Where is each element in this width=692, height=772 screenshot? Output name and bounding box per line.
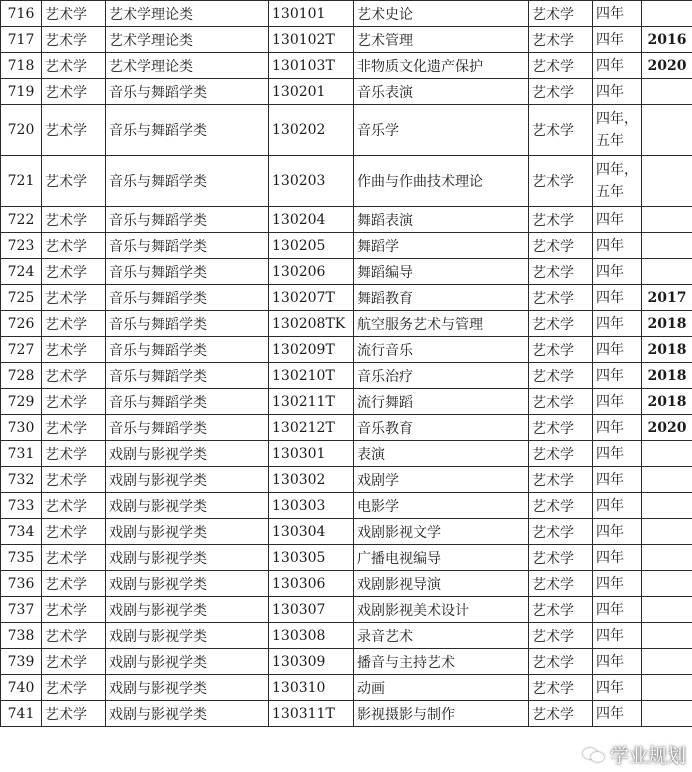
major-code-cell: 130208TK [269,311,354,337]
row-number: 740 [1,675,42,701]
row-number: 733 [1,493,42,519]
duration-line: 四年 [596,367,624,384]
category-cell: 音乐与舞蹈学类 [106,311,269,337]
duration-line: 四年 [596,393,624,410]
discipline-cell: 艺术学 [42,415,106,441]
year-added-cell [642,79,692,105]
category-cell: 音乐与舞蹈学类 [106,337,269,363]
duration-line: 四年 [596,705,624,722]
year-added-cell: 2020 [642,415,692,441]
major-name-cell: 戏剧学 [354,467,529,493]
duration-cell [593,597,642,623]
row-number: 727 [1,337,42,363]
table-row [1,519,692,545]
duration-cell [593,623,642,649]
duration-cell [593,311,642,337]
discipline-cell: 艺术学 [42,337,106,363]
degree-cell: 艺术学 [529,467,593,493]
major-code-cell: 130204 [269,207,354,233]
year-added-cell [642,441,692,467]
table-row [1,311,692,337]
major-code-cell: 130209T [269,337,354,363]
degree-cell: 艺术学 [529,233,593,259]
category-cell: 音乐与舞蹈学类 [106,105,269,156]
degree-cell: 艺术学 [529,571,593,597]
degree-cell: 艺术学 [529,493,593,519]
discipline-cell: 艺术学 [42,545,106,571]
year-added-cell [642,259,692,285]
discipline-cell: 艺术学 [42,571,106,597]
table-row [1,285,692,311]
discipline-cell: 艺术学 [42,27,106,53]
row-number: 735 [1,545,42,571]
major-code-cell: 130304 [269,519,354,545]
major-name-cell: 音乐治疗 [354,363,529,389]
degree-cell: 艺术学 [529,623,593,649]
year-added-cell [642,105,692,156]
row-number: 724 [1,259,42,285]
row-number: 731 [1,441,42,467]
year-added-cell [642,493,692,519]
duration-cell [593,156,642,207]
major-code-cell: 130311T [269,701,354,727]
duration-cell [593,467,642,493]
year-added-cell [642,207,692,233]
table-row [1,623,692,649]
major-code-cell: 130302 [269,467,354,493]
major-name-cell: 影视摄影与制作 [354,701,529,727]
category-cell: 音乐与舞蹈学类 [106,156,269,207]
table-row [1,233,692,259]
major-code-cell: 130310 [269,675,354,701]
year-added-cell: 2017 [642,285,692,311]
row-number: 720 [1,105,42,156]
major-code-cell: 130206 [269,259,354,285]
major-name-cell: 动画 [354,675,529,701]
category-cell: 戏剧与影视学类 [106,467,269,493]
row-number: 738 [1,623,42,649]
duration-cell [593,571,642,597]
duration-line: 四年 [596,497,624,514]
discipline-cell: 艺术学 [42,53,106,79]
duration-cell [593,545,642,571]
major-name-cell: 戏剧影视美术设计 [354,597,529,623]
degree-cell: 艺术学 [529,441,593,467]
discipline-cell: 艺术学 [42,207,106,233]
row-number: 736 [1,571,42,597]
row-number: 722 [1,207,42,233]
major-code-cell: 130202 [269,105,354,156]
category-cell: 戏剧与影视学类 [106,675,269,701]
category-cell: 音乐与舞蹈学类 [106,363,269,389]
category-cell: 艺术学理论类 [106,27,269,53]
duration-line: 四年 [596,523,624,540]
row-number: 737 [1,597,42,623]
major-name-cell: 戏剧影视导演 [354,571,529,597]
row-number: 718 [1,53,42,79]
degree-cell: 艺术学 [529,389,593,415]
duration-cell [593,649,642,675]
majors-table-body [1,1,692,727]
degree-cell: 艺术学 [529,649,593,675]
table-row [1,675,692,701]
duration-line: 四年 [596,653,624,670]
row-number: 729 [1,389,42,415]
degree-cell: 艺术学 [529,27,593,53]
major-name-cell: 作曲与作曲技术理论 [354,156,529,207]
discipline-cell: 艺术学 [42,105,106,156]
duration-cell [593,441,642,467]
year-added-cell [642,233,692,259]
duration-line: 四年， [596,162,638,178]
table-row [1,571,692,597]
degree-cell: 艺术学 [529,156,593,207]
table-row [1,1,692,27]
major-code-cell: 130306 [269,571,354,597]
discipline-cell: 艺术学 [42,311,106,337]
major-name-cell: 舞蹈编导 [354,259,529,285]
category-cell: 音乐与舞蹈学类 [106,389,269,415]
category-cell: 音乐与舞蹈学类 [106,233,269,259]
degree-cell: 艺术学 [529,519,593,545]
major-name-cell: 流行音乐 [354,337,529,363]
degree-cell: 艺术学 [529,105,593,156]
row-number: 734 [1,519,42,545]
table-row [1,701,692,727]
major-name-cell: 航空服务艺术与管理 [354,311,529,337]
discipline-cell: 艺术学 [42,285,106,311]
row-number: 730 [1,415,42,441]
discipline-cell: 艺术学 [42,597,106,623]
table-row [1,597,692,623]
table-row [1,649,692,675]
category-cell: 音乐与舞蹈学类 [106,285,269,311]
category-cell: 艺术学理论类 [106,53,269,79]
degree-cell: 艺术学 [529,545,593,571]
table-row [1,27,692,53]
row-number: 725 [1,285,42,311]
year-added-cell [642,571,692,597]
degree-cell: 艺术学 [529,311,593,337]
category-cell: 戏剧与影视学类 [106,701,269,727]
category-cell: 戏剧与影视学类 [106,545,269,571]
degree-cell: 艺术学 [529,415,593,441]
table-row [1,337,692,363]
major-code-cell: 130211T [269,389,354,415]
table-row [1,79,692,105]
discipline-cell: 艺术学 [42,363,106,389]
duration-cell [593,259,642,285]
degree-cell: 艺术学 [529,1,593,27]
major-code-cell: 130308 [269,623,354,649]
year-added-cell [642,649,692,675]
major-code-cell: 130307 [269,597,354,623]
major-code-cell: 130305 [269,545,354,571]
duration-line: 四年 [596,263,624,280]
duration-line: 四年 [596,419,624,436]
table-row [1,545,692,571]
duration-cell [593,27,642,53]
discipline-cell: 艺术学 [42,79,106,105]
degree-cell: 艺术学 [529,675,593,701]
category-cell: 戏剧与影视学类 [106,519,269,545]
year-added-cell [642,156,692,207]
degree-cell: 艺术学 [529,53,593,79]
major-name-cell: 表演 [354,441,529,467]
duration-cell [593,675,642,701]
row-number: 739 [1,649,42,675]
table-row [1,467,692,493]
duration-line: 四年 [596,237,624,254]
major-name-cell: 录音艺术 [354,623,529,649]
table-row [1,105,692,156]
year-added-cell [642,545,692,571]
duration-line: 四年， [596,111,638,127]
degree-cell: 艺术学 [529,597,593,623]
year-added-cell: 2018 [642,389,692,415]
year-added-cell [642,519,692,545]
duration-line: 四年 [596,471,624,488]
category-cell: 戏剧与影视学类 [106,493,269,519]
discipline-cell: 艺术学 [42,233,106,259]
duration-line: 四年 [596,341,624,358]
category-cell: 艺术学理论类 [106,1,269,27]
duration-line: 四年 [596,679,624,696]
major-code-cell: 130205 [269,233,354,259]
table-row [1,53,692,79]
duration-cell [593,1,642,27]
major-code-cell: 130201 [269,79,354,105]
row-number: 726 [1,311,42,337]
discipline-cell: 艺术学 [42,389,106,415]
duration-line: 四年 [596,575,624,592]
duration-line: 四年 [596,31,624,48]
discipline-cell: 艺术学 [42,259,106,285]
discipline-cell: 艺术学 [42,156,106,207]
row-number: 717 [1,27,42,53]
major-name-cell: 舞蹈表演 [354,207,529,233]
watermark [583,741,686,768]
major-code-cell: 130210T [269,363,354,389]
major-name-cell: 音乐学 [354,105,529,156]
year-added-cell: 2016 [642,27,692,53]
year-added-cell: 2018 [642,311,692,337]
duration-cell [593,337,642,363]
year-added-cell: 2020 [642,53,692,79]
duration-cell [593,363,642,389]
duration-line: 四年 [596,627,624,644]
duration-line: 四年 [596,5,624,22]
wechat-icon [583,746,605,764]
table-row [1,259,692,285]
major-name-cell: 非物质文化遗产保护 [354,53,529,79]
major-code-cell: 130309 [269,649,354,675]
year-added-cell [642,623,692,649]
category-cell: 音乐与舞蹈学类 [106,79,269,105]
major-name-cell: 艺术管理 [354,27,529,53]
year-added-cell [642,597,692,623]
major-code-cell: 130203 [269,156,354,207]
major-name-cell: 电影学 [354,493,529,519]
major-code-cell: 130303 [269,493,354,519]
major-code-cell: 130101 [269,1,354,27]
duration-line: 四年 [596,549,624,566]
major-name-cell: 广播电视编导 [354,545,529,571]
watermark-text: 学业规划 [609,745,686,767]
discipline-cell: 艺术学 [42,623,106,649]
duration-cell [593,701,642,727]
duration-cell [593,389,642,415]
major-code-cell: 130102T [269,27,354,53]
table-row [1,156,692,207]
row-number: 723 [1,233,42,259]
table-row [1,493,692,519]
major-code-cell: 130103T [269,53,354,79]
discipline-cell: 艺术学 [42,649,106,675]
row-number: 721 [1,156,42,207]
duration-cell [593,105,642,156]
year-added-cell [642,675,692,701]
discipline-cell: 艺术学 [42,701,106,727]
duration-line: 四年 [596,83,624,100]
category-cell: 戏剧与影视学类 [106,649,269,675]
degree-cell: 艺术学 [529,337,593,363]
duration-cell [593,493,642,519]
row-number: 732 [1,467,42,493]
discipline-cell: 艺术学 [42,493,106,519]
duration-line: 五年 [596,133,624,149]
duration-cell [593,53,642,79]
discipline-cell: 艺术学 [42,519,106,545]
category-cell: 戏剧与影视学类 [106,441,269,467]
major-name-cell: 音乐教育 [354,415,529,441]
duration-cell [593,79,642,105]
duration-line: 四年 [596,289,624,306]
major-code-cell: 130207T [269,285,354,311]
duration-cell [593,415,642,441]
row-number: 719 [1,79,42,105]
table-row [1,389,692,415]
category-cell: 音乐与舞蹈学类 [106,207,269,233]
category-cell: 戏剧与影视学类 [106,571,269,597]
row-number: 716 [1,1,42,27]
category-cell: 戏剧与影视学类 [106,597,269,623]
degree-cell: 艺术学 [529,259,593,285]
major-name-cell: 播音与主持艺术 [354,649,529,675]
duration-line: 四年 [596,601,624,618]
major-code-cell: 130301 [269,441,354,467]
degree-cell: 艺术学 [529,363,593,389]
discipline-cell: 艺术学 [42,1,106,27]
discipline-cell: 艺术学 [42,441,106,467]
duration-cell [593,285,642,311]
duration-line: 四年 [596,211,624,228]
table-row [1,415,692,441]
duration-cell [593,519,642,545]
degree-cell: 艺术学 [529,285,593,311]
year-added-cell [642,1,692,27]
category-cell: 音乐与舞蹈学类 [106,415,269,441]
year-added-cell: 2018 [642,337,692,363]
table-row [1,363,692,389]
degree-cell: 艺术学 [529,207,593,233]
table-row [1,207,692,233]
duration-line: 四年 [596,315,624,332]
major-name-cell: 音乐表演 [354,79,529,105]
year-added-cell [642,701,692,727]
row-number: 741 [1,701,42,727]
duration-line: 四年 [596,57,624,74]
discipline-cell: 艺术学 [42,467,106,493]
table-row [1,441,692,467]
year-added-cell [642,467,692,493]
duration-cell [593,207,642,233]
degree-cell: 艺术学 [529,79,593,105]
duration-cell [593,233,642,259]
major-name-cell: 舞蹈学 [354,233,529,259]
duration-line: 五年 [596,184,624,200]
major-name-cell: 舞蹈教育 [354,285,529,311]
major-name-cell: 流行舞蹈 [354,389,529,415]
category-cell: 戏剧与影视学类 [106,623,269,649]
year-added-cell: 2018 [642,363,692,389]
category-cell: 音乐与舞蹈学类 [106,259,269,285]
discipline-cell: 艺术学 [42,675,106,701]
major-name-cell: 艺术史论 [354,1,529,27]
row-number: 728 [1,363,42,389]
duration-line: 四年 [596,445,624,462]
major-name-cell: 戏剧影视文学 [354,519,529,545]
degree-cell: 艺术学 [529,701,593,727]
major-code-cell: 130212T [269,415,354,441]
